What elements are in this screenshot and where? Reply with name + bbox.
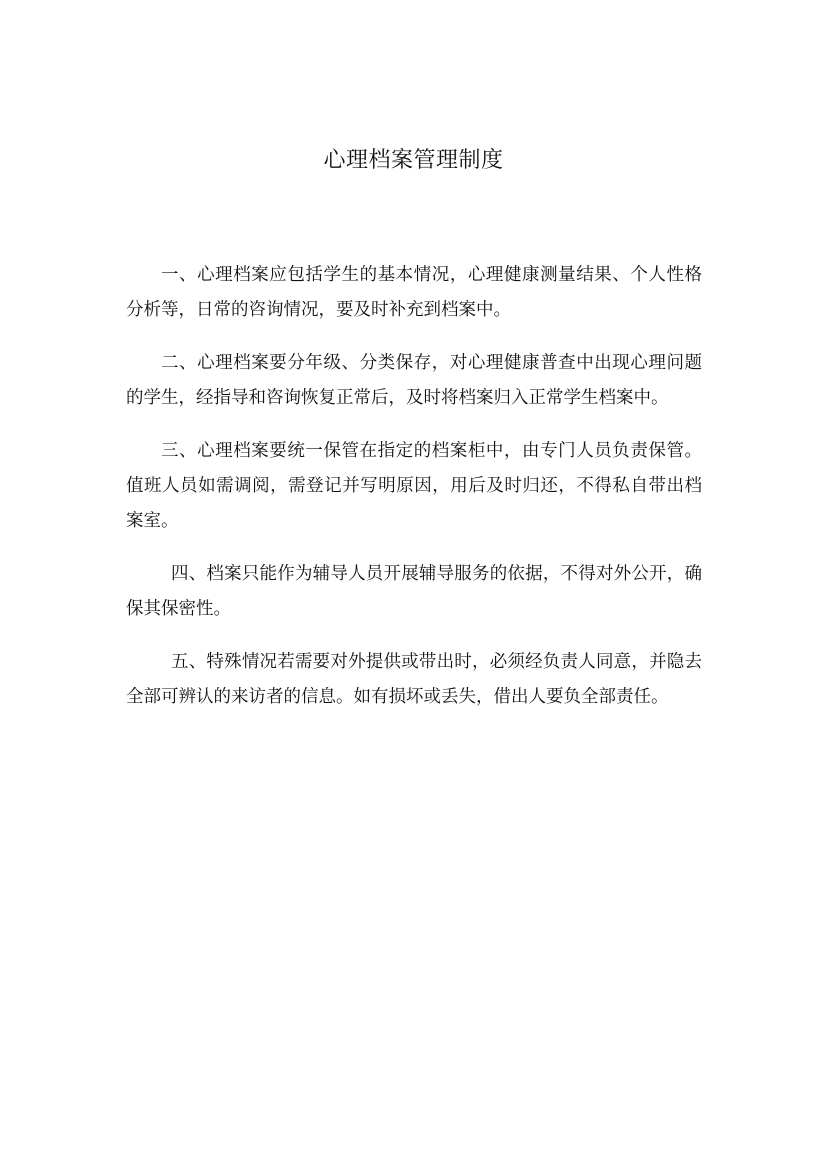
paragraph-4: 四、档案只能作为辅导人员开展辅导服务的依据，不得对外公开，确保其保密性。: [126, 564, 702, 619]
document-body: [126, 258, 702, 733]
paragraph-5: 五、特殊情况若需要对外提供或带出时，必须经负责人同意，并隐去全部可辨认的来访者的信息。如有损坏或丢失，借出人要负全部责任。: [126, 652, 702, 707]
paragraph-2: 二、心理档案要分年级、分类保存，对心理健康普查中出现心理问题的学生，经指导和咨询恢复正常后，及时将档案归入正常学生档案中。: [126, 353, 702, 408]
document-title: 心理档案管理制度: [323, 148, 504, 173]
paragraph-3: 三、心理档案要统一保管在指定的档案柜中，由专门人员负责保管。值班人员如需调阅，需登记并写明原因，用后及时归还，不得私自带出档案室。: [126, 441, 702, 531]
paragraph-1: 一、心理档案应包括学生的基本情况，心理健康测量结果、个人性格分析等，日常的咨询情况，要及时补充到档案中。: [126, 265, 702, 320]
